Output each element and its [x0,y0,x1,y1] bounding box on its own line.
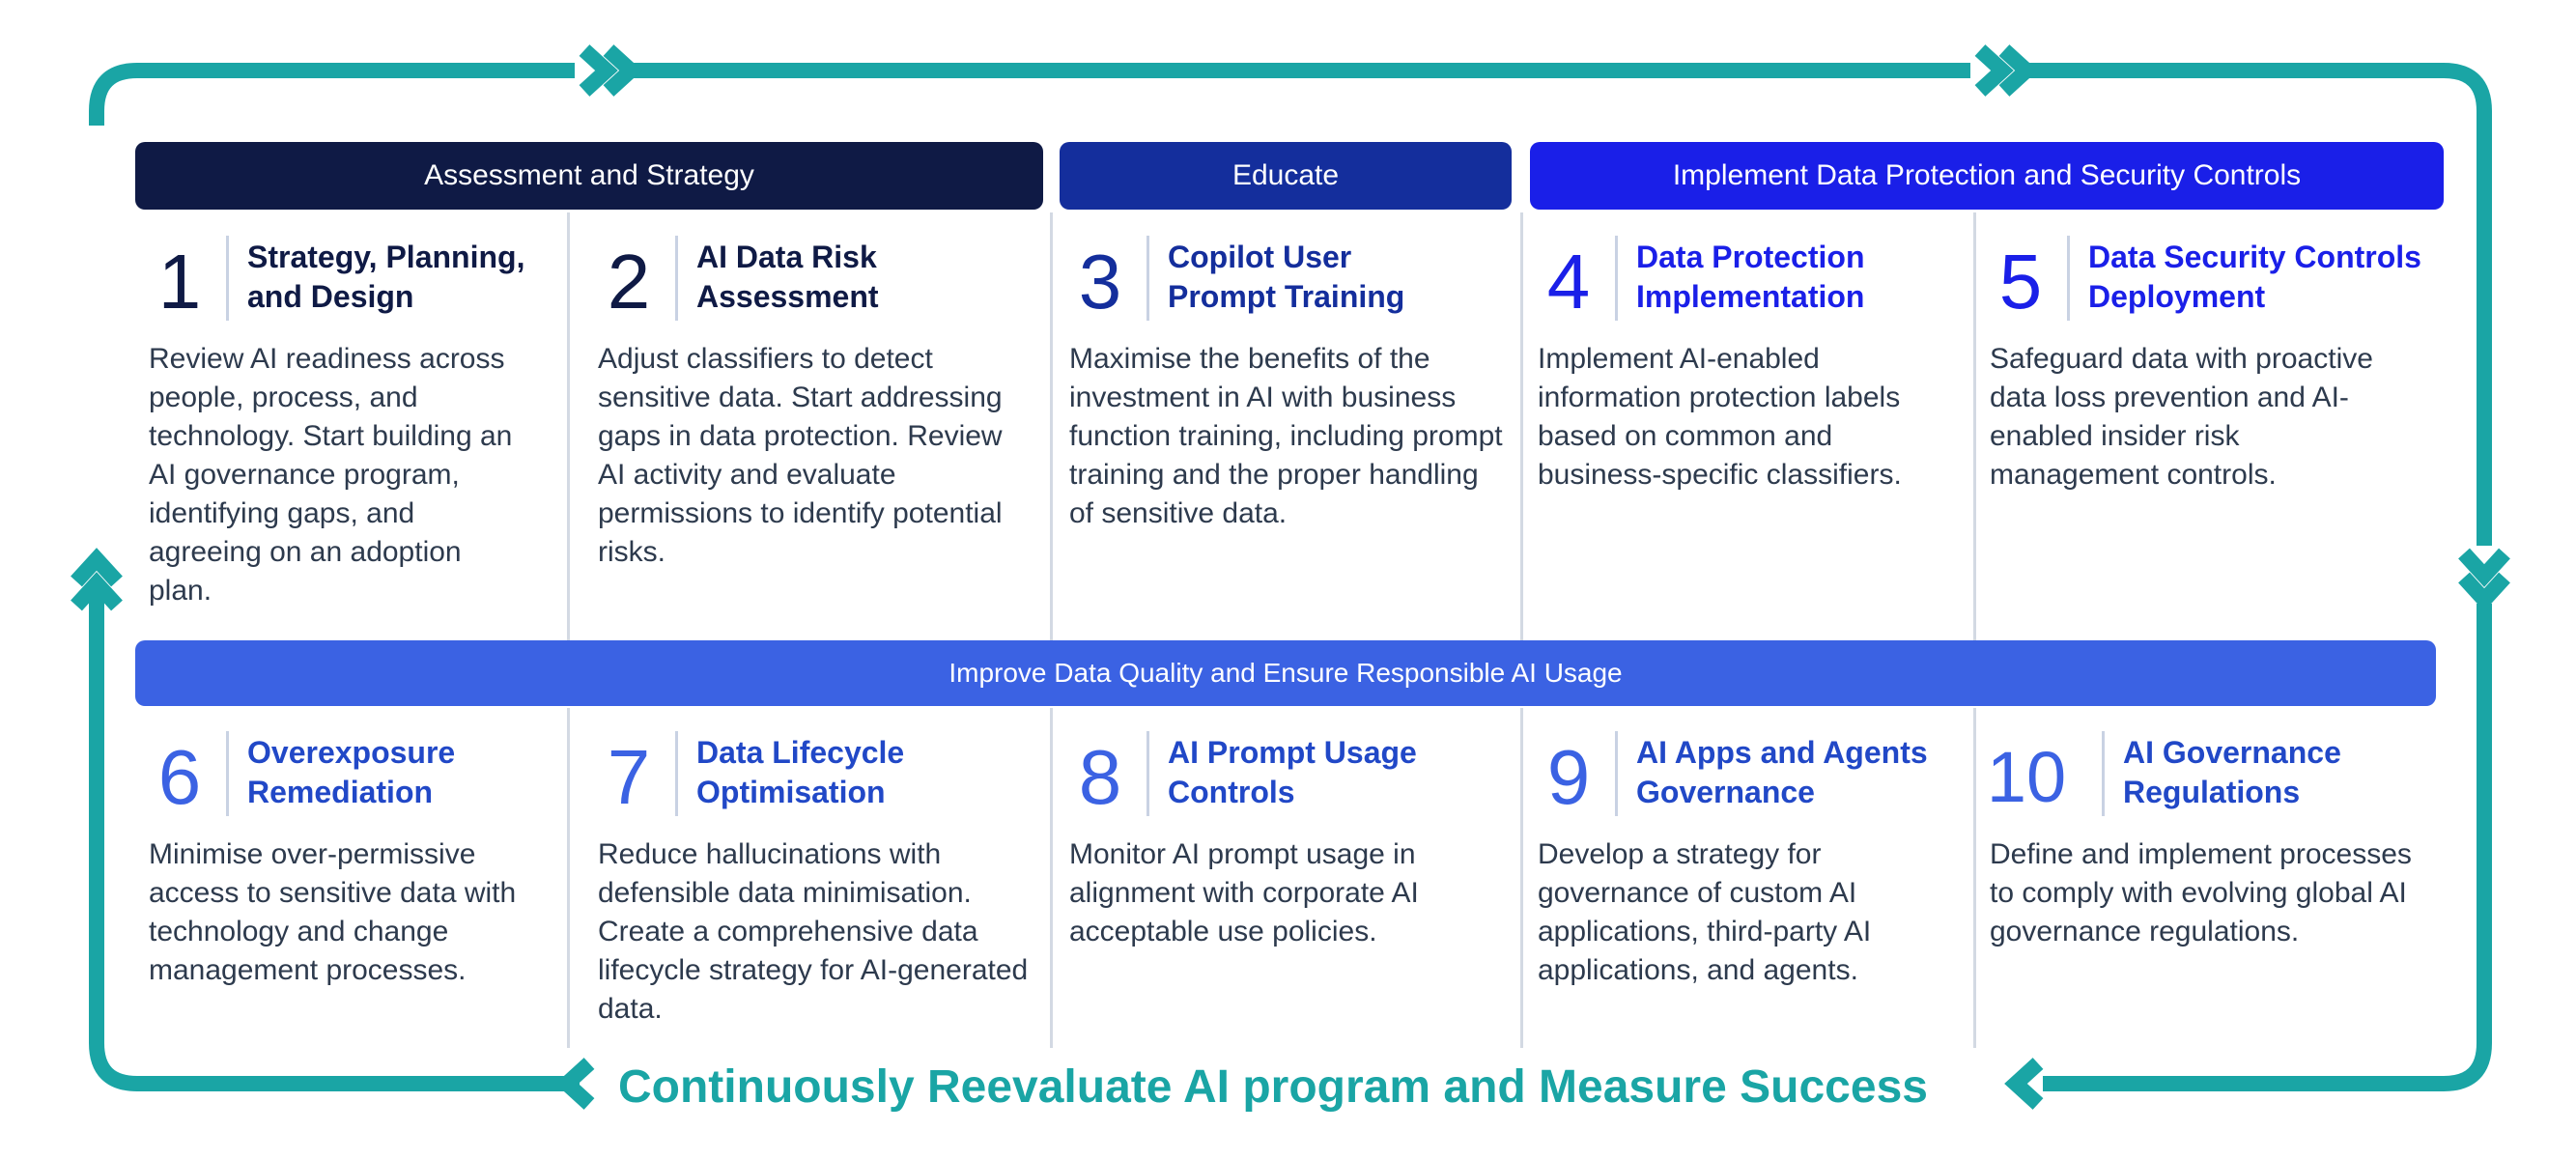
step-divider [2102,731,2105,816]
step-number: 7 [607,734,651,820]
column-divider [1050,212,1053,640]
step-title: Data Security Controls Deployment [2088,240,2421,314]
step-title: Copilot User Prompt Training [1168,240,1405,314]
step-divider [226,731,229,816]
step-number: 5 [1998,239,2043,325]
step-divider [2067,236,2070,321]
phase-implement-header: Implement Data Protection and Security Controls [1530,142,2444,210]
chevron-right-icon [1980,50,2002,91]
step-number: 9 [1546,734,1591,820]
step-description: Maximise the benefits of the investment in AI with business function training, including prompt training and the proper handling of sensitive data. [1069,343,1503,529]
step-divider [226,236,229,321]
step-number: 3 [1078,239,1122,325]
step-number: 2 [607,239,651,325]
step-title: Data Lifecycle Optimisation [696,735,905,809]
step-number: 4 [1546,239,1591,325]
column-divider [567,708,570,1048]
step-number: 8 [1078,734,1122,820]
step-description: Reduce hallucinations with defensible data minimisation. Create a comprehensive data lifecycle strategy for AI-generated data. [598,838,1029,1025]
step-title: Overexposure Remediation [247,735,456,809]
step-description: Define and implement processes to comply with evolving global AI governance regulations. [1990,838,2412,947]
step-divider [1146,236,1149,321]
column-divider [1050,708,1053,1048]
column-divider [1520,212,1523,640]
step-divider [1615,236,1618,321]
chevron-down-icon [2464,553,2505,576]
step-number: 1 [157,239,202,325]
step-number: 10 [1986,737,2067,817]
phase-educate-header: Educate [1060,142,1512,210]
step-description: Adjust classifiers to detect sensitive data. Start addressing gaps in data protection. Review AI activity and evaluate permissions to identify potential risks. [598,343,1003,568]
step-description: Develop a strategy for governance of custom AI applications, third-party AI applications, and agents. [1538,838,1872,986]
step-title: AI Data Risk Assessment [696,240,879,314]
step-divider [675,236,678,321]
step-title: Data Protection Implementation [1636,240,1865,314]
column-divider [1973,212,1976,640]
step-divider [1615,731,1618,816]
step-title: AI Governance Regulations [2123,735,2341,809]
step-description: Implement AI-enabled information protection labels based on common and business-specific classifiers. [1538,343,1902,491]
step-description: Monitor AI prompt usage in alignment with corporate AI acceptable use policies. [1069,838,1419,947]
footer-continuous-text: Continuously Reevaluate AI program and Measure Success [618,1060,1928,1113]
chevron-left-icon [2016,1063,2038,1104]
step-description: Safeguard data with proactive data loss prevention and AI-enabled insider risk management controls. [1990,343,2373,491]
step-title: AI Apps and Agents Governance [1636,735,1928,809]
step-divider [1146,731,1149,816]
step-title: Strategy, Planning, and Design [247,240,525,314]
step-divider [675,731,678,816]
improve-band: Improve Data Quality and Ensure Responsible AI Usage [135,640,2436,706]
step-number: 6 [157,734,202,820]
step-description: Minimise over-permissive access to sensitive data with technology and change management processes. [149,838,517,986]
chevron-left-icon [567,1063,589,1104]
chevron-right-icon [584,50,607,91]
phase-assessment-header: Assessment and Strategy [135,142,1043,210]
step-description: Review AI readiness across people, process, and technology. Start building an AI governance program, identifying gaps, and agreeing on an adoption plan. [149,343,513,607]
step-title: AI Prompt Usage Controls [1168,735,1417,809]
column-divider [567,212,570,640]
column-divider [1520,708,1523,1048]
